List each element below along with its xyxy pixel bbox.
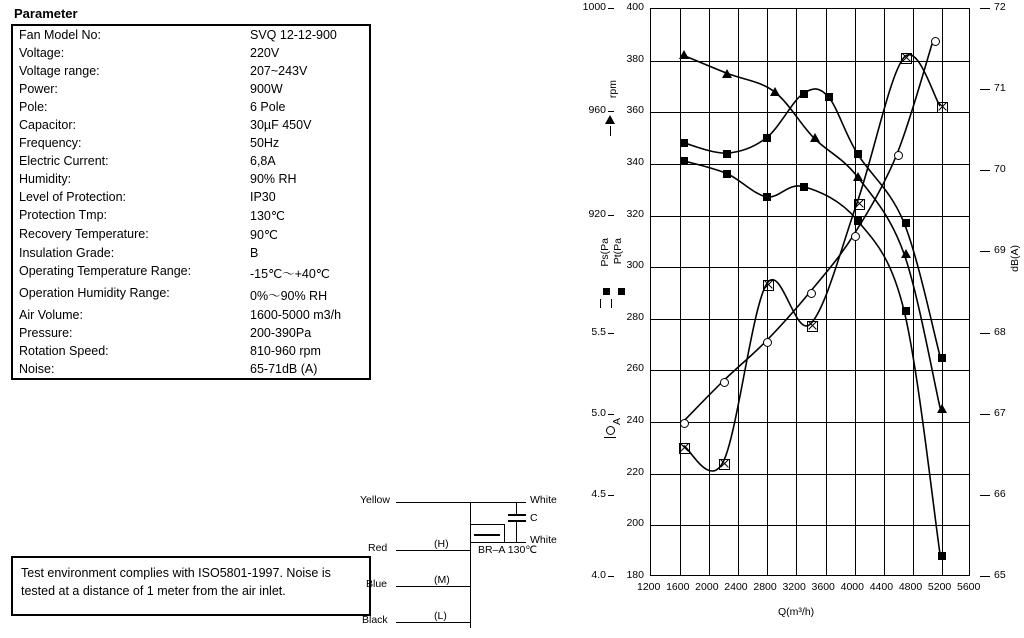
chart-point-marker [901, 53, 912, 64]
legend-marker-pressure [597, 286, 631, 308]
axis-tick-label: 340 [626, 155, 644, 168]
axis-tick [608, 495, 614, 496]
parameter-value: 900W [250, 82, 283, 96]
wiring-diagram [360, 480, 580, 630]
axis-tick [980, 89, 990, 90]
chart-point-marker [854, 217, 862, 225]
axis-tick-label: 280 [626, 310, 644, 323]
axis-tick [980, 576, 990, 577]
parameter-value: 220V [250, 46, 280, 60]
axis-tick-label: 2800 [753, 581, 777, 593]
chart-point-marker [853, 172, 863, 181]
parameter-key: Voltage: [19, 46, 65, 60]
axis-tick-label: 1000 [582, 1, 606, 13]
chart-point-marker [854, 199, 865, 210]
capacitor-lead-top [516, 502, 517, 514]
chart-plot-area [650, 8, 970, 576]
page-title: Parameter [14, 6, 78, 21]
parameter-key: Air Volume: [19, 308, 83, 322]
axis-tick-label: 5.5 [591, 325, 606, 338]
chart-point-marker [807, 289, 816, 298]
chart-point-marker [680, 419, 689, 428]
axis-tick [980, 170, 990, 171]
table-row [13, 62, 369, 80]
axis-tick-label: 66 [994, 487, 1006, 500]
performance-chart [582, 0, 1024, 638]
wire-vertical-left [470, 502, 471, 628]
chart-point-marker [770, 87, 780, 96]
table-row [13, 44, 369, 62]
axis-tick [608, 8, 614, 9]
chart-series-db-a- [683, 55, 940, 471]
parameter-table [11, 24, 371, 380]
chart-point-marker [719, 459, 730, 470]
axis-title-pt: Pt(Pa [612, 238, 624, 265]
axis-tick-label: 300 [626, 259, 644, 272]
tap-h [456, 550, 470, 551]
parameter-value: IP30 [250, 190, 276, 204]
parameter-value: 0%～90% RH [250, 289, 328, 303]
parameter-key: Protection Tmp: [19, 208, 108, 222]
protector-coil [474, 534, 500, 536]
parameter-key: Noise: [19, 362, 55, 376]
table-row [13, 98, 369, 116]
table-row [13, 188, 369, 206]
capacitor-plate-lower [508, 520, 526, 522]
axis-tick-label: 67 [994, 406, 1006, 419]
axis-tick-label: 1600 [666, 581, 690, 593]
table-row [13, 206, 369, 225]
chart-point-marker [679, 50, 689, 59]
axis-tick [980, 8, 990, 9]
axis-tick-label: 360 [626, 104, 644, 117]
parameter-value: 1600-5000 m3/h [250, 308, 342, 322]
axis-tick-label: 68 [994, 325, 1006, 338]
chart-point-marker [800, 90, 808, 98]
wiring-label-tap-h: (H) [434, 538, 449, 550]
parameter-value: 90% RH [250, 172, 297, 186]
chart-point-marker [937, 404, 947, 413]
legend-marker-rpm [603, 120, 617, 136]
parameter-key: Electric Current: [19, 154, 109, 168]
parameter-key: Humidity: [19, 172, 72, 186]
parameter-key: Pressure: [19, 326, 73, 340]
wiring-label-yellow: Yellow [360, 494, 390, 506]
table-row [13, 360, 369, 378]
axis-tick-label: 5200 [927, 581, 952, 593]
parameter-key: Fan Model No: [19, 28, 101, 42]
axis-tick-label: 220 [626, 465, 644, 478]
axis-tick-label: 65 [994, 569, 1006, 581]
table-row [13, 284, 369, 306]
axis-tick-label: 4.0 [591, 569, 606, 581]
axis-tick-label: 200 [626, 517, 644, 530]
axis-tick-label: 3200 [782, 581, 806, 593]
axis-tick-label: 920 [588, 207, 606, 220]
parameter-key: Pole: [19, 100, 48, 114]
table-row [13, 244, 369, 262]
axis-tick-label: 380 [626, 52, 644, 65]
wiring-label-protector: BR–A 130℃ [478, 544, 538, 556]
chart-point-marker [902, 219, 910, 227]
parameter-value: 50Hz [250, 136, 280, 150]
parameter-key: Recovery Temperature: [19, 227, 149, 241]
parameter-key: Insulation Grade: [19, 246, 115, 260]
chart-point-marker [854, 150, 862, 158]
parameter-key: Level of Protection: [19, 190, 127, 204]
parameter-key: Voltage range: [19, 64, 100, 78]
chart-point-marker [800, 183, 808, 191]
table-row [13, 306, 369, 324]
chart-point-marker [938, 552, 946, 560]
parameter-value: SVQ 12-12-900 [250, 28, 337, 42]
table-row [13, 116, 369, 134]
chart-point-marker [902, 307, 910, 315]
axis-tick-label: 4800 [898, 581, 923, 593]
axis-tick-label: 1200 [637, 581, 661, 593]
chart-point-marker [679, 443, 690, 454]
axis-tick-label: 72 [994, 1, 1006, 13]
parameter-value: 30µF 450V [250, 118, 312, 132]
wiring-label-tap-m: (M) [434, 574, 450, 586]
axis-tick [608, 111, 614, 112]
axis-title-amps: A [611, 418, 623, 426]
table-row [13, 80, 369, 98]
chart-point-marker [938, 354, 946, 362]
table-row [13, 170, 369, 188]
axis-tick-label: 2000 [695, 581, 719, 593]
tap-l [456, 622, 470, 623]
axis-tick-label: 4000 [840, 581, 864, 593]
parameter-value: 207~243V [250, 64, 308, 78]
parameter-key: Rotation Speed: [19, 344, 109, 358]
chart-point-marker [763, 280, 774, 291]
axis-tick-label: 5.0 [591, 406, 606, 419]
wire-white-bottom [470, 542, 526, 543]
axis-tick-label: 260 [626, 362, 644, 375]
chart-point-marker [722, 69, 732, 78]
axis-title-db: dB(A) [1009, 245, 1021, 272]
parameter-value: B [250, 246, 259, 260]
wire-white-top [470, 502, 526, 503]
chart-point-marker [680, 139, 688, 147]
parameter-value: 65-71dB (A) [250, 362, 318, 376]
parameter-value: -15℃～+40℃ [250, 267, 330, 281]
protector-box-left [470, 524, 471, 542]
axis-tick [980, 333, 990, 334]
chart-series-rpm [683, 55, 940, 407]
chart-point-marker [680, 157, 688, 165]
axis-tick [980, 251, 990, 252]
wiring-label-tap-l: (L) [434, 610, 447, 622]
axis-tick-label: 3600 [811, 581, 835, 593]
parameter-key: Operation Humidity Range: [19, 286, 170, 300]
axis-tick [608, 215, 614, 216]
axis-tick-label: 2400 [724, 581, 748, 593]
axis-title-x: Q(m³/h) [778, 606, 815, 618]
chart-point-marker [723, 150, 731, 158]
table-row [13, 324, 369, 342]
table-row [13, 262, 369, 284]
axis-tick [608, 333, 614, 334]
axis-tick-label: 4400 [869, 581, 894, 593]
table-row [13, 26, 369, 44]
table-row [13, 342, 369, 360]
parameter-value: 130℃ [250, 209, 285, 223]
parameter-value: 6 Pole [250, 100, 286, 114]
axis-tick-label: 960 [588, 104, 606, 117]
wiring-label-red: Red [368, 542, 388, 554]
protector-box-right [504, 524, 505, 542]
chart-point-marker [763, 134, 771, 142]
axis-tick-label: 240 [626, 414, 644, 427]
axis-title-ps: Ps(Pa [599, 238, 611, 267]
axis-tick [608, 414, 614, 415]
parameter-value: 6,8A [250, 154, 276, 168]
axis-tick [980, 495, 990, 496]
axis-tick-label: 70 [994, 163, 1006, 176]
parameter-key: Frequency: [19, 136, 82, 150]
axis-tick-label: 69 [994, 244, 1006, 257]
parameter-value: 200-390Pa [250, 326, 312, 340]
axis-tick-label: 4.5 [591, 487, 606, 500]
chart-point-marker [810, 133, 820, 142]
table-row [13, 134, 369, 152]
wiring-label-capacitor: C [530, 512, 538, 524]
wire-yellow [396, 502, 470, 503]
axis-tick-label: 400 [626, 1, 644, 13]
chart-point-marker [937, 102, 948, 113]
chart-point-marker [723, 170, 731, 178]
table-row [13, 225, 369, 244]
test-environment-note: Test environment complies with ISO5801-1997. Noise is tested at a distance of 1 meter from the air inlet. [11, 556, 371, 616]
chart-point-marker [720, 378, 729, 387]
chart-point-marker [825, 93, 833, 101]
axis-tick-label: 71 [994, 82, 1006, 95]
axis-tick-label: 5600 [957, 581, 981, 593]
axis-tick [980, 414, 990, 415]
parameter-key: Operating Temperature Range: [19, 264, 192, 278]
table-row [13, 152, 369, 170]
chart-point-marker [763, 193, 771, 201]
tap-m [456, 586, 470, 587]
wiring-label-white-top: White [530, 494, 557, 506]
capacitor-plate-upper [508, 514, 526, 516]
axis-title-rpm: rpm [607, 80, 619, 99]
wiring-label-blue: Blue [366, 578, 388, 590]
axis-tick [608, 576, 614, 577]
axis-tick-label: 320 [626, 207, 644, 220]
chart-point-marker [807, 321, 818, 332]
parameter-value: 810-960 rpm [250, 344, 321, 358]
chart-point-marker [763, 338, 772, 347]
capacitor-lead-bottom [516, 522, 517, 542]
chart-point-marker [901, 249, 911, 258]
parameter-value: 90℃ [250, 228, 278, 242]
parameter-key: Power: [19, 82, 58, 96]
wiring-label-black: Black [362, 614, 388, 626]
protector-box-top [470, 524, 504, 525]
chart-point-marker [851, 232, 860, 241]
axis-tick-label: 180 [626, 569, 644, 581]
wiring-label-white-bottom: White [530, 534, 557, 546]
legend-marker-amps [603, 430, 617, 438]
parameter-key: Capacitor: [19, 118, 76, 132]
